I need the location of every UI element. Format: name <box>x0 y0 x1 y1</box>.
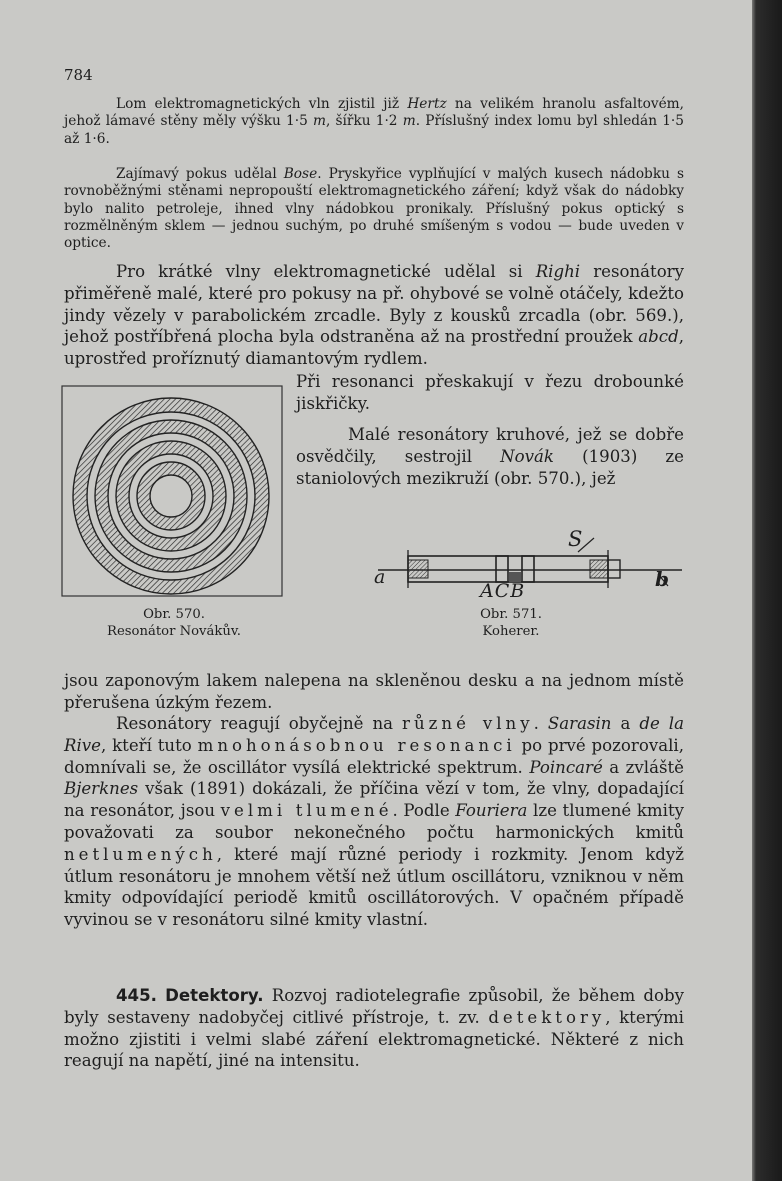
electrode-a <box>496 556 508 582</box>
fig570-caption: Obr. 570. Resonátor Novákův. <box>107 607 241 639</box>
bose-paragraph: Zajímavý pokus udělal Bose. Pryskyřice vyplňující v malých kusech nádobku s rovnoběžnými stěnami nepropouští elektromagnetického záření; když však do nádobky bylo nalito petroleje, ihned vlny nádobkou pronikaly. Příslušný pokus optický s rozmělněným sklem — jednou suchým, po druhé smíšeným s vodou — bude uveden v optice. <box>64 166 684 252</box>
novak-resonator-figure <box>60 384 286 598</box>
section-number: 445. <box>116 986 157 1005</box>
novak-paragraph: Malé resonátory kruhové, jež se dobře osvědčily, sestrojil Novák (1903) ze staniolových mezikruží (obr. 570.), jež <box>296 425 684 488</box>
sparks-paragraph: Při resonanci přeskakují v řezu drobounké jiskřičky. <box>296 372 684 413</box>
page-binding-edge <box>752 0 782 1181</box>
label-s: S <box>568 527 583 551</box>
resonance-paragraph: Resonátory reagují obyčejně na různé vlny. Sarasin a de la Rive, kteří tuto mnohonásobnou resonanci po prvé pozorovali, domnívali se, že oscillátor vysílá elektrické spektrum. Poincaré a zvláště Bjerknes však (1891) dokázali, že příčina vězí v tom, že vlny, dopadající na resonátor, jsou velmi tlumené. Podle Fouriera lze tlumené kmity považovati za soubor nekonečného počtu harmonických kmitů netlumených, které mají různé periody i rozkmity. Jenom když útlum resonátoru je mnohem větší než útlum oscillátoru, vzniknou v něm kmity odpovídající periodě kmitů oscillátorových. V opačném případě vyvinou se v resonátoru silné kmity vlastní. <box>64 714 685 930</box>
righi-paragraph: Pro krátké vlny elektromagnetické udělal si Righi resonátory přiměřeně malé, které pro pokusy na př. ohybové se volně otáčely, kdežto jindy vězely v parabolickém zrcadle. Byly z kousků zrcadla (obr. 569.), jehož postříbřená plocha byla odstraněna až na prostřední proužek abcd, uprostřed proříznutý diamantovým rydlem. <box>64 262 684 369</box>
fig571-caption: Obr. 571. Koherer. <box>480 607 542 639</box>
continuation-paragraph: jsou zaponovým lakem nalepena na skleněnou desku a na jednom místě přerušena úzkým řezem. <box>64 671 684 712</box>
detectors-section: 445. Detektory. Rozvoj radiotelegrafie způsobil, že během doby byly sestaveny nadobyčej citlivé přístroje, t. zv. detektory, kterými možno zjistiti i velmi slabé záření elektromagnetické. Některé z nich reagují na napětí, jiné na intensitu. <box>64 986 684 1071</box>
section-title: Detektory. <box>165 986 264 1005</box>
page-number: 784 <box>64 66 93 84</box>
coherer-figure <box>372 528 692 608</box>
label-b: b <box>655 567 669 591</box>
label-acb: ACB <box>480 580 526 602</box>
electrode-b <box>522 556 534 582</box>
label-a: a <box>374 566 386 588</box>
hertz-paragraph: Lom elektromagnetických vln zjistil již Hertz na velikém hranolu asfaltovém, jehož lámavé stěny měly výšku 1·5 m, šířku 1·2 m. Příslušný index lomu byl shledán 1·5 až 1·6. <box>64 96 684 147</box>
